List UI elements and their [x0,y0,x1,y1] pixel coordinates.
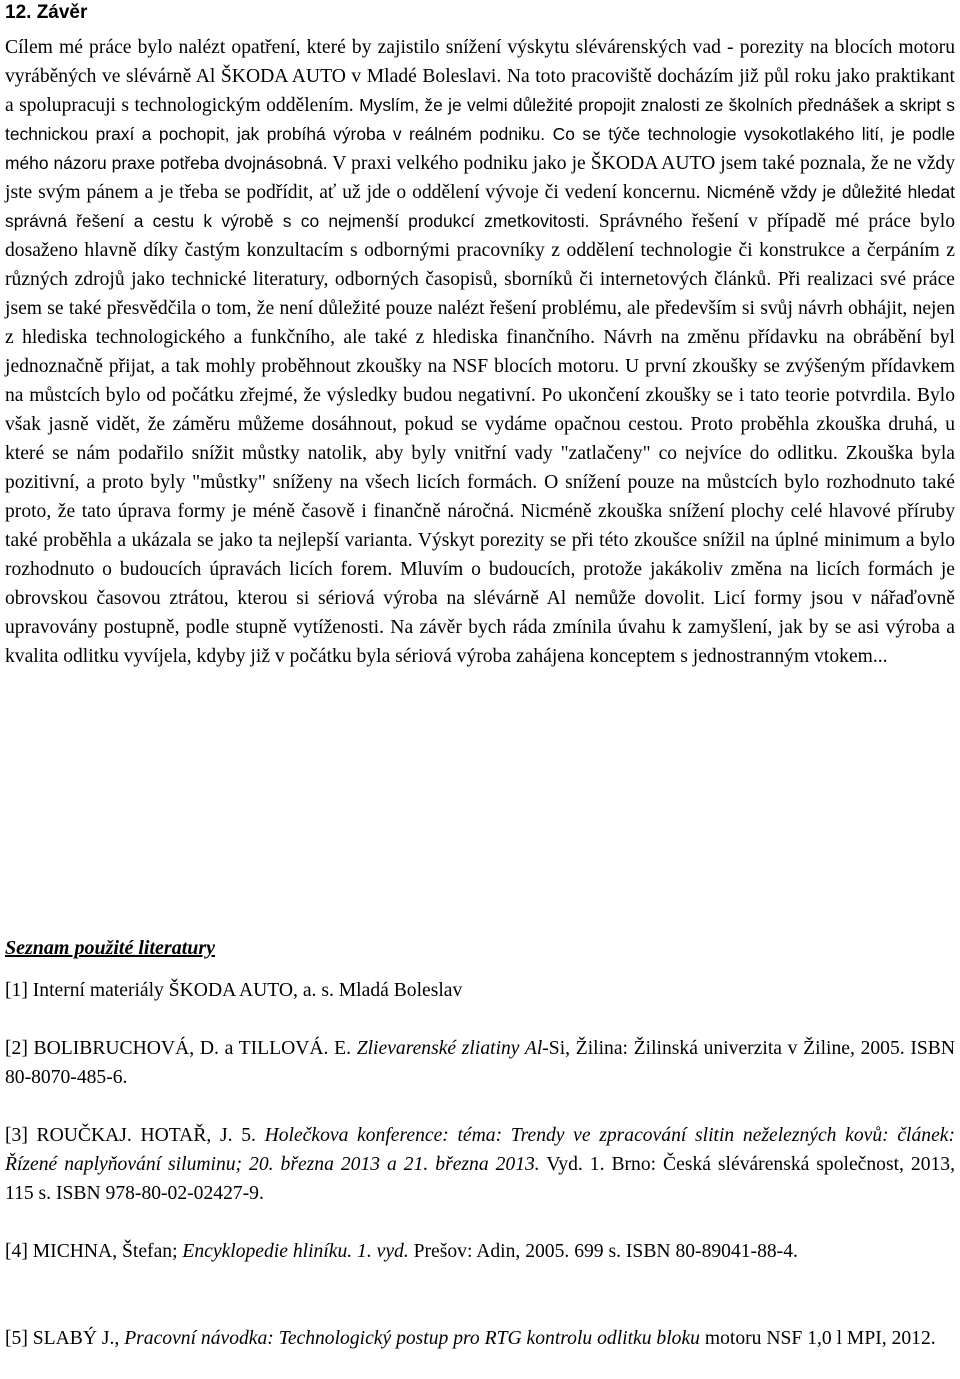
section-heading: 12. Závěr [5,2,88,23]
conclusion-sentence-1: Cílem mé práce bylo nalézt opatření, které by zajistilo snížení výskytu slévárenských vad - porezity na blocích motoru vyráběných ve slévárně Al ŠKODA AUTO v Mladé Boleslavi. Na toto pracoviště docházím již půl roku jako praktikant a spolupracuji s technologickým oddělením. [5,37,955,116]
document-page [5,0,956,1349]
conclusion-sentence-4: V praxi velkého podniku jako je ŠKODA AUTO jsem také poznala, že ne vždy jste svým pánem a je třeba se podřídit, ať už jde o oddělení vývoje či vedení koncernu. [5,153,955,203]
reference-1: [1] Interní materiály ŠKODA AUTO, a. s. Mladá Boleslav [5,980,463,1001]
conclusion-sentence-6: Správného řešení v případě mé práce bylo dosaženo hlavně díky častým konzultacím s odbornými pracovníky z oddělení technologie či konstrukce a čerpáním z různých zdrojů jako technické literatury, odborných časopisů, sborníků či internetových článků. Při realizaci své práce jsem se také přesvědčila o tom, že není důležité pouze nalézt řešení problému, ale především si svůj návrh obhájit, nejen z hlediska technologického a funkčního, ale také z hlediska finančního. Návrh na změnu přídavku na obrábění byl jednoznačně přijat, a tak mohly proběhnout zkoušky na NSF blocích motoru. U první zkoušky se zvýšeným přídavkem na můstcích bylo od počátku zřejmé, že výsledky budou negativní. Po ukončení zkoušky se i tato teorie potvrdila. Bylo však jasně vidět, že záměru můžeme dosáhnout, pokud se vydáme opačnou cestou. Proto proběhla zkouška druhá, u které se nám podařilo snížit můstky natolik, aby byly vnitřní vady "zatlačeny" co nejvíce do odlitku. Zkouška byla pozitivní, a proto byly "můstky" sníženy na všech licích formách. O snížení pouze na můstcích bylo rozhodnuto také proto, že tato úprava formy je méně časově i finančně náročná. Nicméně zkouška snížení plochy celé hlavové příruby také proběhla a ukázala se jako ta nejlepší varianta. Výskyt porezity se při této zkoušce snížil na úplné minimum a bylo rozhodnuto o budoucích úpravách licích forem. Mluvím o budoucích, protože jakákoliv změna na licích formách je obrovskou časovou ztrátou, kterou si sériová výroba na slévárně Al nemůže dovolit. Licí formy jsou v nářaďovně upravovány postupně, podle stupně vytíženosti. Na závěr bych ráda zmínila úvahu k zamyšlení, jak by se asi výroba a kvalita odlitku vyvíjela, kdyby již v počátku byla sériová výroba zahájena konceptem s jednostranným vtokem... [5,211,955,667]
reference-2: [2] BOLIBRUCHOVÁ, D. a TILLOVÁ. E. Zlievarenské zliatiny Al-Si, Žilina: Žilinská univerzita v Žiline, 2005. ISBN 80-8070-485-6. [5,1038,956,1088]
reference-3: [3] ROUČKAJ. HOTAŘ, J. 5. Holečkova konference: téma: Trendy ve zpracování slitin neželezných kovů: článek: Řízené naplyňování siluminu; 20. března 2013 a 21. března 2013. Vyd. 1. Brno: Česká slévárenská společnost, 2013, 115 s. ISBN 978-80-02-02427-9. [5,1125,955,1204]
conclusion-paragraph [5,33,955,671]
literature-title: Seznam použité literatury [5,937,216,959]
reference-5: [5] SLABÝ J., Pracovní návodka: Technologický postup pro RTG kontrolu odlitku bloku motoru NSF 1,0 l MPI, 2012. [5,1328,936,1349]
reference-4: [4] MICHNA, Štefan; Encyklopedie hliníku. 1. vyd. Prešov: Adin, 2005. 699 s. ISBN 80-89041-88-4. [5,1241,798,1262]
conclusion-sentence-5: Nicméně vždy je důležité hledat správná řešení a cestu k výrobě s co nejmenší produkcí zmetkovitosti. [5,182,955,231]
conclusion-sentence-2: Myslím, že je velmi důležité propojit znalosti ze školních přednášek a skript s technickou praxí a pochopit, jak probíhá výroba v reálném podniku. [5,95,955,144]
conclusion-sentence-3: Co se týče technologie vysokotlakého lití, je podle mého názoru praxe potřeba dvojnásobná. [5,124,955,173]
